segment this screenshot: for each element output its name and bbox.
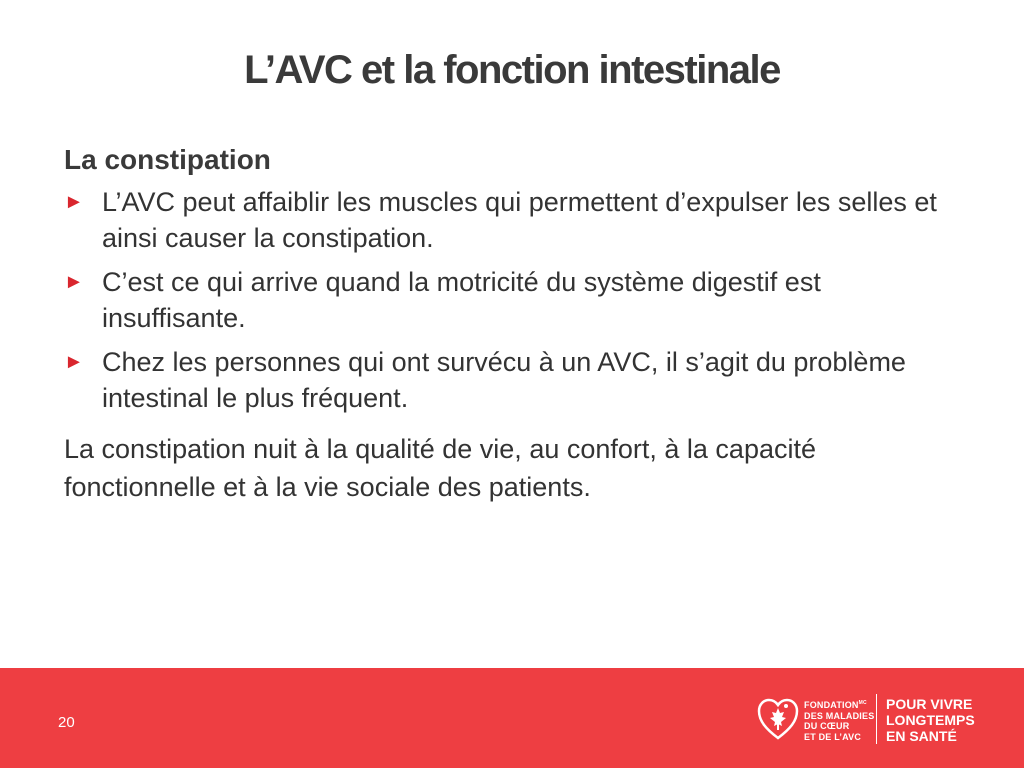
foundation-logo	[750, 692, 1000, 748]
bullet-item	[64, 264, 964, 336]
bullet-item	[64, 184, 964, 256]
bullet-item	[64, 344, 964, 416]
slogan-line: LONGTEMPS	[886, 712, 975, 728]
bullet-arrow-icon: ►	[64, 271, 84, 293]
slide-content	[64, 142, 964, 506]
footer-bar	[0, 668, 1024, 768]
slogan-line: POUR VIVRE	[886, 696, 973, 712]
foundation-line: DES MALADIES	[804, 710, 875, 721]
bullet-arrow-icon: ►	[64, 191, 84, 213]
slogan	[886, 696, 975, 744]
logo-divider	[876, 694, 877, 744]
slogan-line: EN SANTÉ	[886, 728, 957, 744]
foundation-name	[804, 698, 874, 742]
foundation-line: FONDATION	[804, 700, 859, 710]
bullet-text: C’est ce qui arrive quand la motricité du système digestif est insuffisante.	[102, 267, 821, 333]
bullet-list	[64, 184, 964, 416]
bullet-text: L’AVC peut affaiblir les muscles qui permettent d’expulser les selles et ainsi causer la constipation.	[102, 187, 937, 253]
foundation-line: DU CŒUR	[804, 721, 850, 731]
bullet-text: Chez les personnes qui ont survécu à un AVC, il s’agit du problème intestinal le plus fréquent.	[102, 347, 906, 413]
foundation-line: ET DE L’AVC	[804, 731, 862, 742]
heart-maple-leaf-icon	[756, 696, 800, 742]
page-number: 20	[58, 714, 75, 731]
section-heading: La constipation	[64, 144, 271, 175]
trademark: MC	[858, 700, 867, 706]
bullet-arrow-icon: ►	[64, 351, 84, 373]
summary-paragraph: La constipation nuit à la qualité de vie, au confort, à la capacité fonctionnelle et à la vie sociale des patients.	[64, 434, 816, 502]
slide-title: L’AVC et la fonction intestinale	[244, 48, 780, 92]
